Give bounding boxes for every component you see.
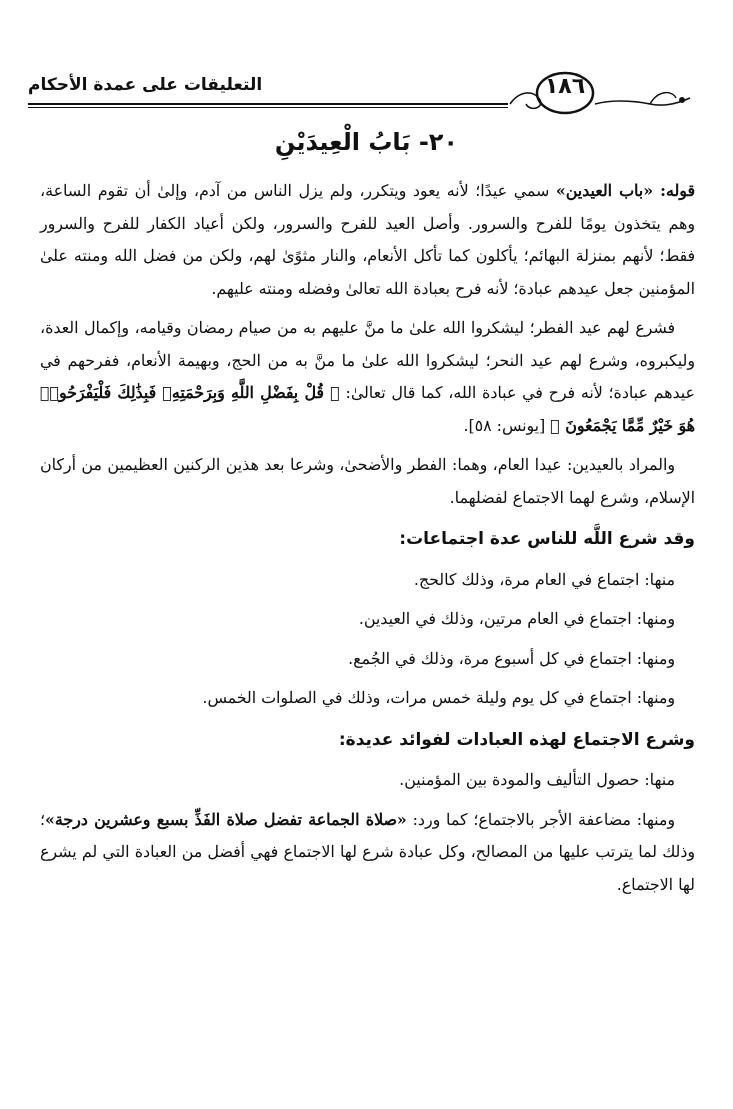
paragraph-text: ؛ وذلك لما يترتب عليها من المصالح، وكل عبادة شرع لها الاجتماع فهي أفضل من العبادة التي لم يشرع لها الاجتماع. bbox=[40, 809, 695, 894]
list-item: ومنها: اجتماع في كل يوم وليلة خمس مرات، وذلك في الصلوات الخمس. bbox=[202, 688, 675, 707]
paragraph-text: والمراد بالعيدين: عيدا العام، وهما: الفطر والأضحىٰ، وشرعا بعد هذين الركنين العظيمين من أركان الإسلام، وشرع لهما الاجتماع لفضلهما. bbox=[40, 455, 695, 507]
list-item: منها: حصول التأليف والمودة بين المؤمنين. bbox=[399, 770, 675, 789]
ornament-icon bbox=[500, 60, 700, 118]
list-item: ومنها: اجتماع في كل أسبوع مرة، وذلك في الجُمع. bbox=[348, 648, 675, 668]
paragraph bbox=[40, 449, 695, 514]
paragraph-text: ومنها: مضاعفة الأجر بالاجتماع؛ كما ورد: bbox=[406, 809, 675, 829]
page-number: ١٨٦ bbox=[544, 74, 586, 99]
paragraph-lead: قوله: «باب العيدين» bbox=[555, 181, 695, 200]
section-heading: وشرع الاجتماع لهذه العبادات لفوائد عديدة: bbox=[338, 729, 695, 750]
section-heading: وقد شرع اللَّه للناس عدة اجتماعات: bbox=[399, 529, 695, 549]
list-item bbox=[40, 804, 695, 902]
paragraph bbox=[40, 175, 695, 305]
chapter-title: ٢٠- بَابُ الْعِيدَيْنِ bbox=[274, 128, 459, 156]
paragraph-text: فشرع لهم عيد الفطر؛ ليشكروا الله علىٰ ما منَّ عليهم به من صيام رمضان وقيامه، وإكمال العدة، وليكبروه، وشرع لهم عيد النحر؛ ليشكروا الله علىٰ ما منَّ به من الحج، وبهيمة الأنعام، ففرحهم في عيدهم عبادة؛ لأنه فرح في عبادة الله، كما قال تعالىٰ: bbox=[40, 318, 695, 402]
verse-reference: [يونس: ٥٨]. bbox=[463, 415, 551, 435]
header-rule bbox=[28, 103, 508, 108]
paragraph-text: سمي عيدًا؛ لأنه يعود ويتكرر، ولم يزل الناس من آدم، وإلىٰ أن تقوم الساعة، وهم يتخذون يومًا للفرح والسرور. وأصل العيد للفرح والسرور، ولكن أعياد الكفار للفرح والسرور فقط؛ لأنهم بمنزلة البهائم؛ يأكلون كما تأكل الأنعام، والنار مثوًىٰ لهم، ولكن من فضل الله ومنته علىٰ المؤمنين جعل عيدهم عبادة؛ لأنه فرح بعبادة الله تعالىٰ وفضله ومنته عليهم. bbox=[40, 181, 695, 298]
list-item: منها: اجتماع في العام مرة، وذلك كالحج. bbox=[413, 569, 675, 589]
list-item: ومنها: اجتماع في العام مرتين، وذلك في العيدين. bbox=[358, 609, 675, 628]
book-title: التعليقات على عمدة الأحكام bbox=[28, 75, 263, 95]
quran-verse: ﴿ قُلْ بِفَضْلِ اللَّهِ وَبِرَحْمَتِهِۦ فَبِذَٰلِكَ فَلْيَفْرَحُوا۟ هُوَ خَيْرٌ مِّمَّا يَجْمَعُونَ ﴾ bbox=[40, 383, 695, 435]
hadith-quote: «صلاة الجماعة تفضل صلاة الفَذِّ بسبع وعشرين درجة» bbox=[45, 809, 407, 829]
page-header bbox=[0, 60, 733, 120]
page-body bbox=[40, 175, 695, 908]
paragraph bbox=[40, 312, 695, 442]
